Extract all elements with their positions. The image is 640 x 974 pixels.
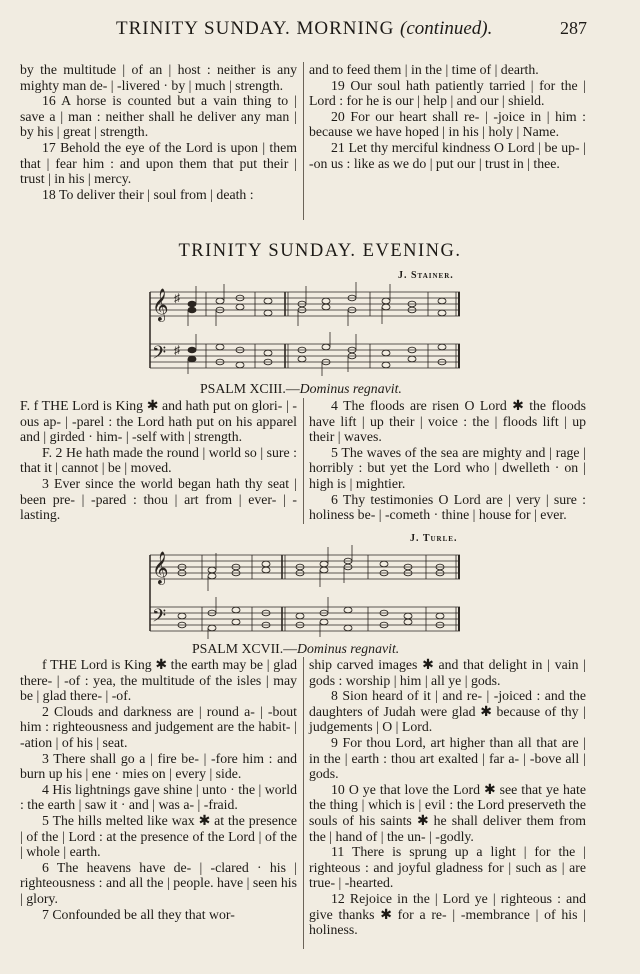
verse: 2 Clouds and darkness are | round a- | -bout him : righteousness and judgement are the habit- | -ation | of his | seat. (20, 703, 297, 750)
verse: 19 Our soul hath patiently tarried | for the | Lord : for he is our | help | and our | shield. (309, 77, 586, 109)
verse: F. f THE Lord is King ✱ and hath put on glori- | -ous ap- | -parel : the Lord hath put on his apparel and | girded · him- | -self with | strength. (20, 398, 297, 445)
verse: 6 Thy testimonies O Lord are | very | sure : holiness be- | -cometh · thine | house for | ever. (309, 491, 586, 523)
page-number: 287 (560, 18, 587, 38)
psalm-97-heading: PSALM XCVII.—Dominus regnavit. (192, 641, 400, 656)
verse: 18 To deliver their | soul from | death : (42, 186, 254, 202)
psalm-93-heading: PSALM XCIII.—Dominus regnavit. (200, 381, 402, 396)
chant-score-turle (140, 543, 465, 639)
verse: 21 Let thy merciful kindness O Lord | be up- | -on us : like as we do | put our | trust in | thee. (309, 139, 586, 171)
verse: 5 The hills melted like wax ✱ at the presence | of the | Lord : at the presence of the Lord | of the | whole | earth. (20, 812, 297, 860)
verse: 5 The waves of the sea are mighty and | rage | horribly : but yet the Lord who | dwelleth · on | high is | mightier. (309, 444, 586, 491)
svg-text:𝄞: 𝄞 (152, 551, 169, 584)
svg-text:♯: ♯ (174, 291, 180, 305)
svg-text:𝄢: 𝄢 (152, 343, 167, 368)
verse: 17 Behold the eye of the Lord is upon | them that | fear him : and upon them that put their | trust | in his | mercy. (20, 139, 297, 187)
svg-text:𝄢: 𝄢 (152, 606, 167, 631)
verse: and to feed them | in the | time of | dearth. (309, 62, 539, 77)
running-header (0, 14, 640, 44)
verse: 6 The heavens have de- | -clared · his | righteousness : and all the | people. have | seen his | glory. (20, 859, 297, 906)
psalm-93-right-column (309, 398, 586, 523)
column-divider (303, 657, 304, 949)
verse: 10 O ye that love the Lord ✱ see that ye hate the thing | which is | evil : the Lord preserveth the souls of his saints ✱ he shall deliver them from the | hand of | the un- | -godly. (309, 781, 586, 844)
verse: ship carved images ✱ and that delight in | vain | gods : worship | him | all ye | gods. (309, 657, 586, 688)
psalm-97-left-column (20, 657, 297, 922)
svg-text:♯: ♯ (174, 343, 180, 357)
svg-text:𝄞: 𝄞 (152, 288, 169, 321)
morning-left-column (20, 62, 297, 202)
verse: 9 For thou Lord, art higher than all that are | in the | earth : thou art exalted | far a- | -bove all | gods. (309, 734, 586, 782)
verse: 4 The floods are risen O Lord ✱ the floods have lift | up their | voice : the | floods lift | up their | waves. (309, 398, 586, 445)
psalm-97-right-column (309, 657, 586, 938)
chant-score-stainer (140, 280, 465, 376)
running-title-suffix: (continued). (400, 18, 493, 39)
section-title-evening: TRINITY SUNDAY. EVENING. (178, 241, 462, 261)
composer-turle: J. Turle. (410, 533, 458, 544)
column-divider (303, 62, 304, 220)
verse: 3 There shall go a | fire be- | -fore him : and burn up his | ene · mies on | every | side. (20, 750, 297, 782)
verse: F. 2 He hath made the round | world so | sure : that it | cannot | be | moved. (20, 444, 297, 476)
verse: 11 There is sprung up a light | for the | righteous : and joyful gladness for | such as | are true- | -hearted. (309, 844, 586, 891)
column-divider (303, 398, 304, 524)
verse: 20 For our heart shall re- | -joice in | him : because we have hoped | in his | holy | Name. (309, 108, 586, 140)
psalm-93-left-column (20, 398, 297, 523)
verse: 8 Sion heard of it | and re- | -joiced : and the daughters of Judah were glad ✱ because of thy | judgements | O | Lord. (309, 688, 586, 735)
verse: 7 Confounded be all they that wor- (42, 906, 235, 922)
verse: 3 Ever since the world began hath thy seat | been pre- | -pared : thou | art from | ever- | -lasting. (20, 475, 297, 523)
verse: 12 Rejoice in the | Lord ye | righteous : and give thanks ✱ for a re- | -membrance | of his | holiness. (309, 890, 586, 938)
verse: 4 His lightnings gave shine | unto · the | world : the earth | saw it · and | was a- | -fraid. (20, 781, 297, 813)
verse: 16 A horse is counted but a vain thing to | save a | man : neither shall he deliver any man | by his | great | strength. (20, 93, 297, 140)
running-title: TRINITY SUNDAY. MORNING (continued). (116, 18, 493, 39)
verse: by the multitude | of an | host : neither is any mighty man de- | -livered · by | much | strength. (20, 62, 297, 93)
composer-stainer: J. Stainer. (398, 270, 454, 281)
morning-right-column (309, 62, 586, 171)
verse: f THE Lord is King ✱ the earth may be | glad there- | -of : yea, the multitude of the isles | may be | glad there- | -of. (20, 657, 297, 704)
